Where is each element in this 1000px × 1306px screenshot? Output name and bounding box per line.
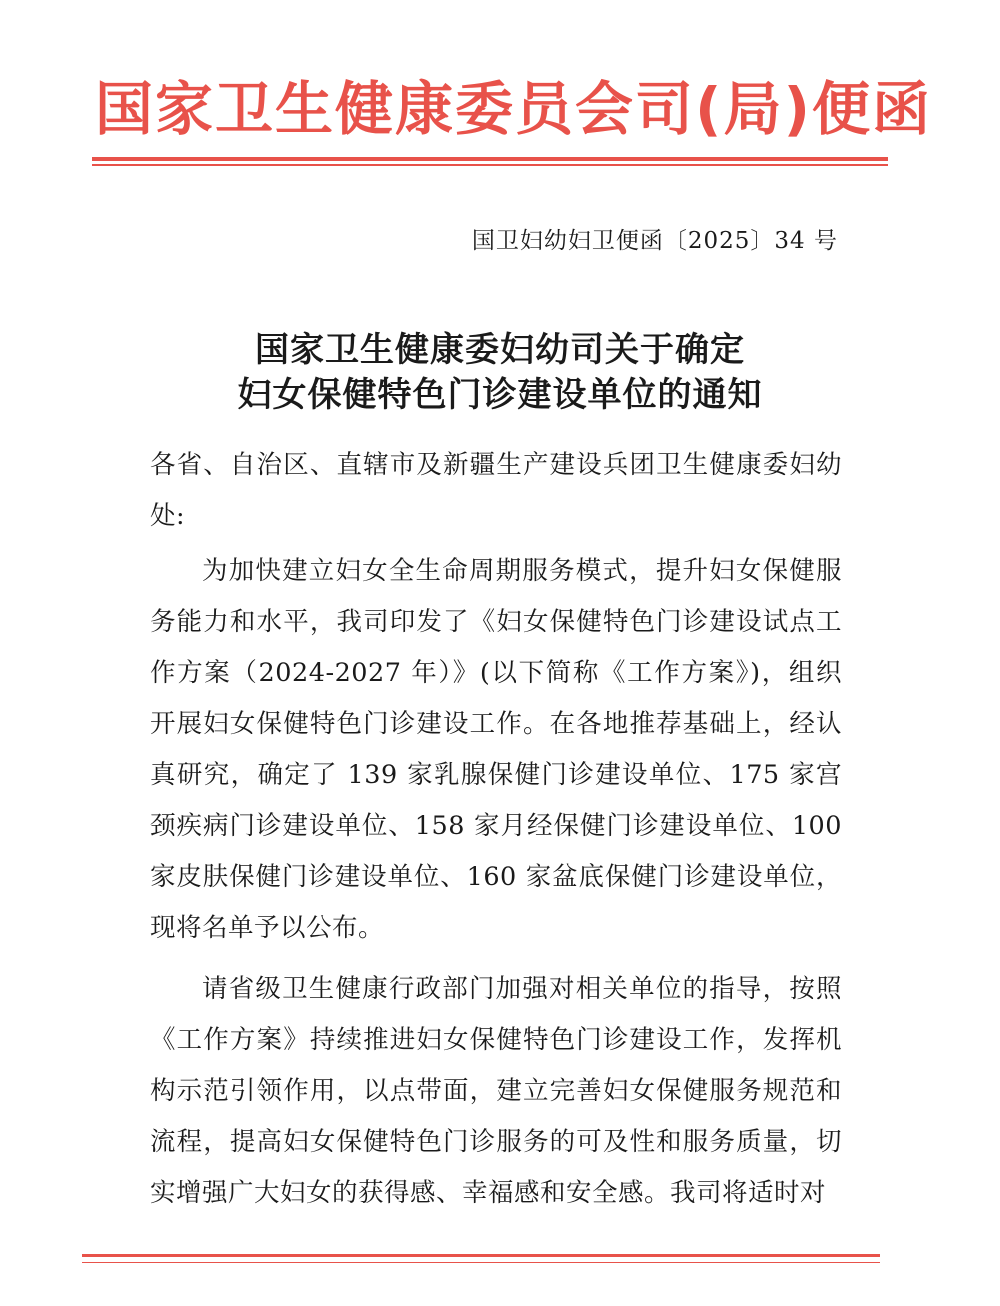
letterhead-rule-thin bbox=[92, 164, 888, 166]
document-title-line-2: 妇女保健特色门诊建设单位的通知 bbox=[237, 375, 763, 415]
letterhead-rule-thick bbox=[92, 157, 888, 161]
footer-rule-thick bbox=[82, 1254, 880, 1257]
addressee: 各省、自治区、直辖市及新疆生产建设兵团卫生健康委妇幼处: bbox=[150, 450, 842, 531]
document-title-line-1: 国家卫生健康委妇幼司关于确定 bbox=[255, 330, 745, 370]
document-number: 国卫妇幼妇卫便函〔2025〕34 号 bbox=[471, 228, 838, 254]
body-paragraph: 请省级卫生健康行政部门加强对相关单位的指导，按照《工作方案》持续推进妇女保健特色门诊建设工作，发挥机构示范引领作用，以点带面，建立完善妇女保健服务规范和流程，提高妇女保健特色门诊服务的可及性和服务质量，切实增强广大妇女的获得感、幸福感和安全感。我司将适时对 bbox=[150, 974, 842, 1208]
body-paragraph: 为加快建立妇女全生命周期服务模式，提升妇女保健服务能力和水平，我司印发了《妇女保健特色门诊建设试点工作方案（2024-2027 年）》(以下简称《工作方案》)，组织开展妇女保健特色门诊建设工作。在各地推荐基础上，经认真研究，确定了 139 家乳腺保健门诊建设单位、175 家宫颈疾病门诊建设单位、158 家月经保健门诊建设单位、100 家皮肤保健门诊建设单位、160 家盆底保健门诊建设单位，现将名单予以公布。 bbox=[150, 556, 842, 943]
footer-rule-thin bbox=[82, 1262, 880, 1263]
letterhead-title: 国家卫生健康委员会司(局)便函 bbox=[95, 75, 933, 143]
document-body bbox=[150, 440, 842, 1219]
